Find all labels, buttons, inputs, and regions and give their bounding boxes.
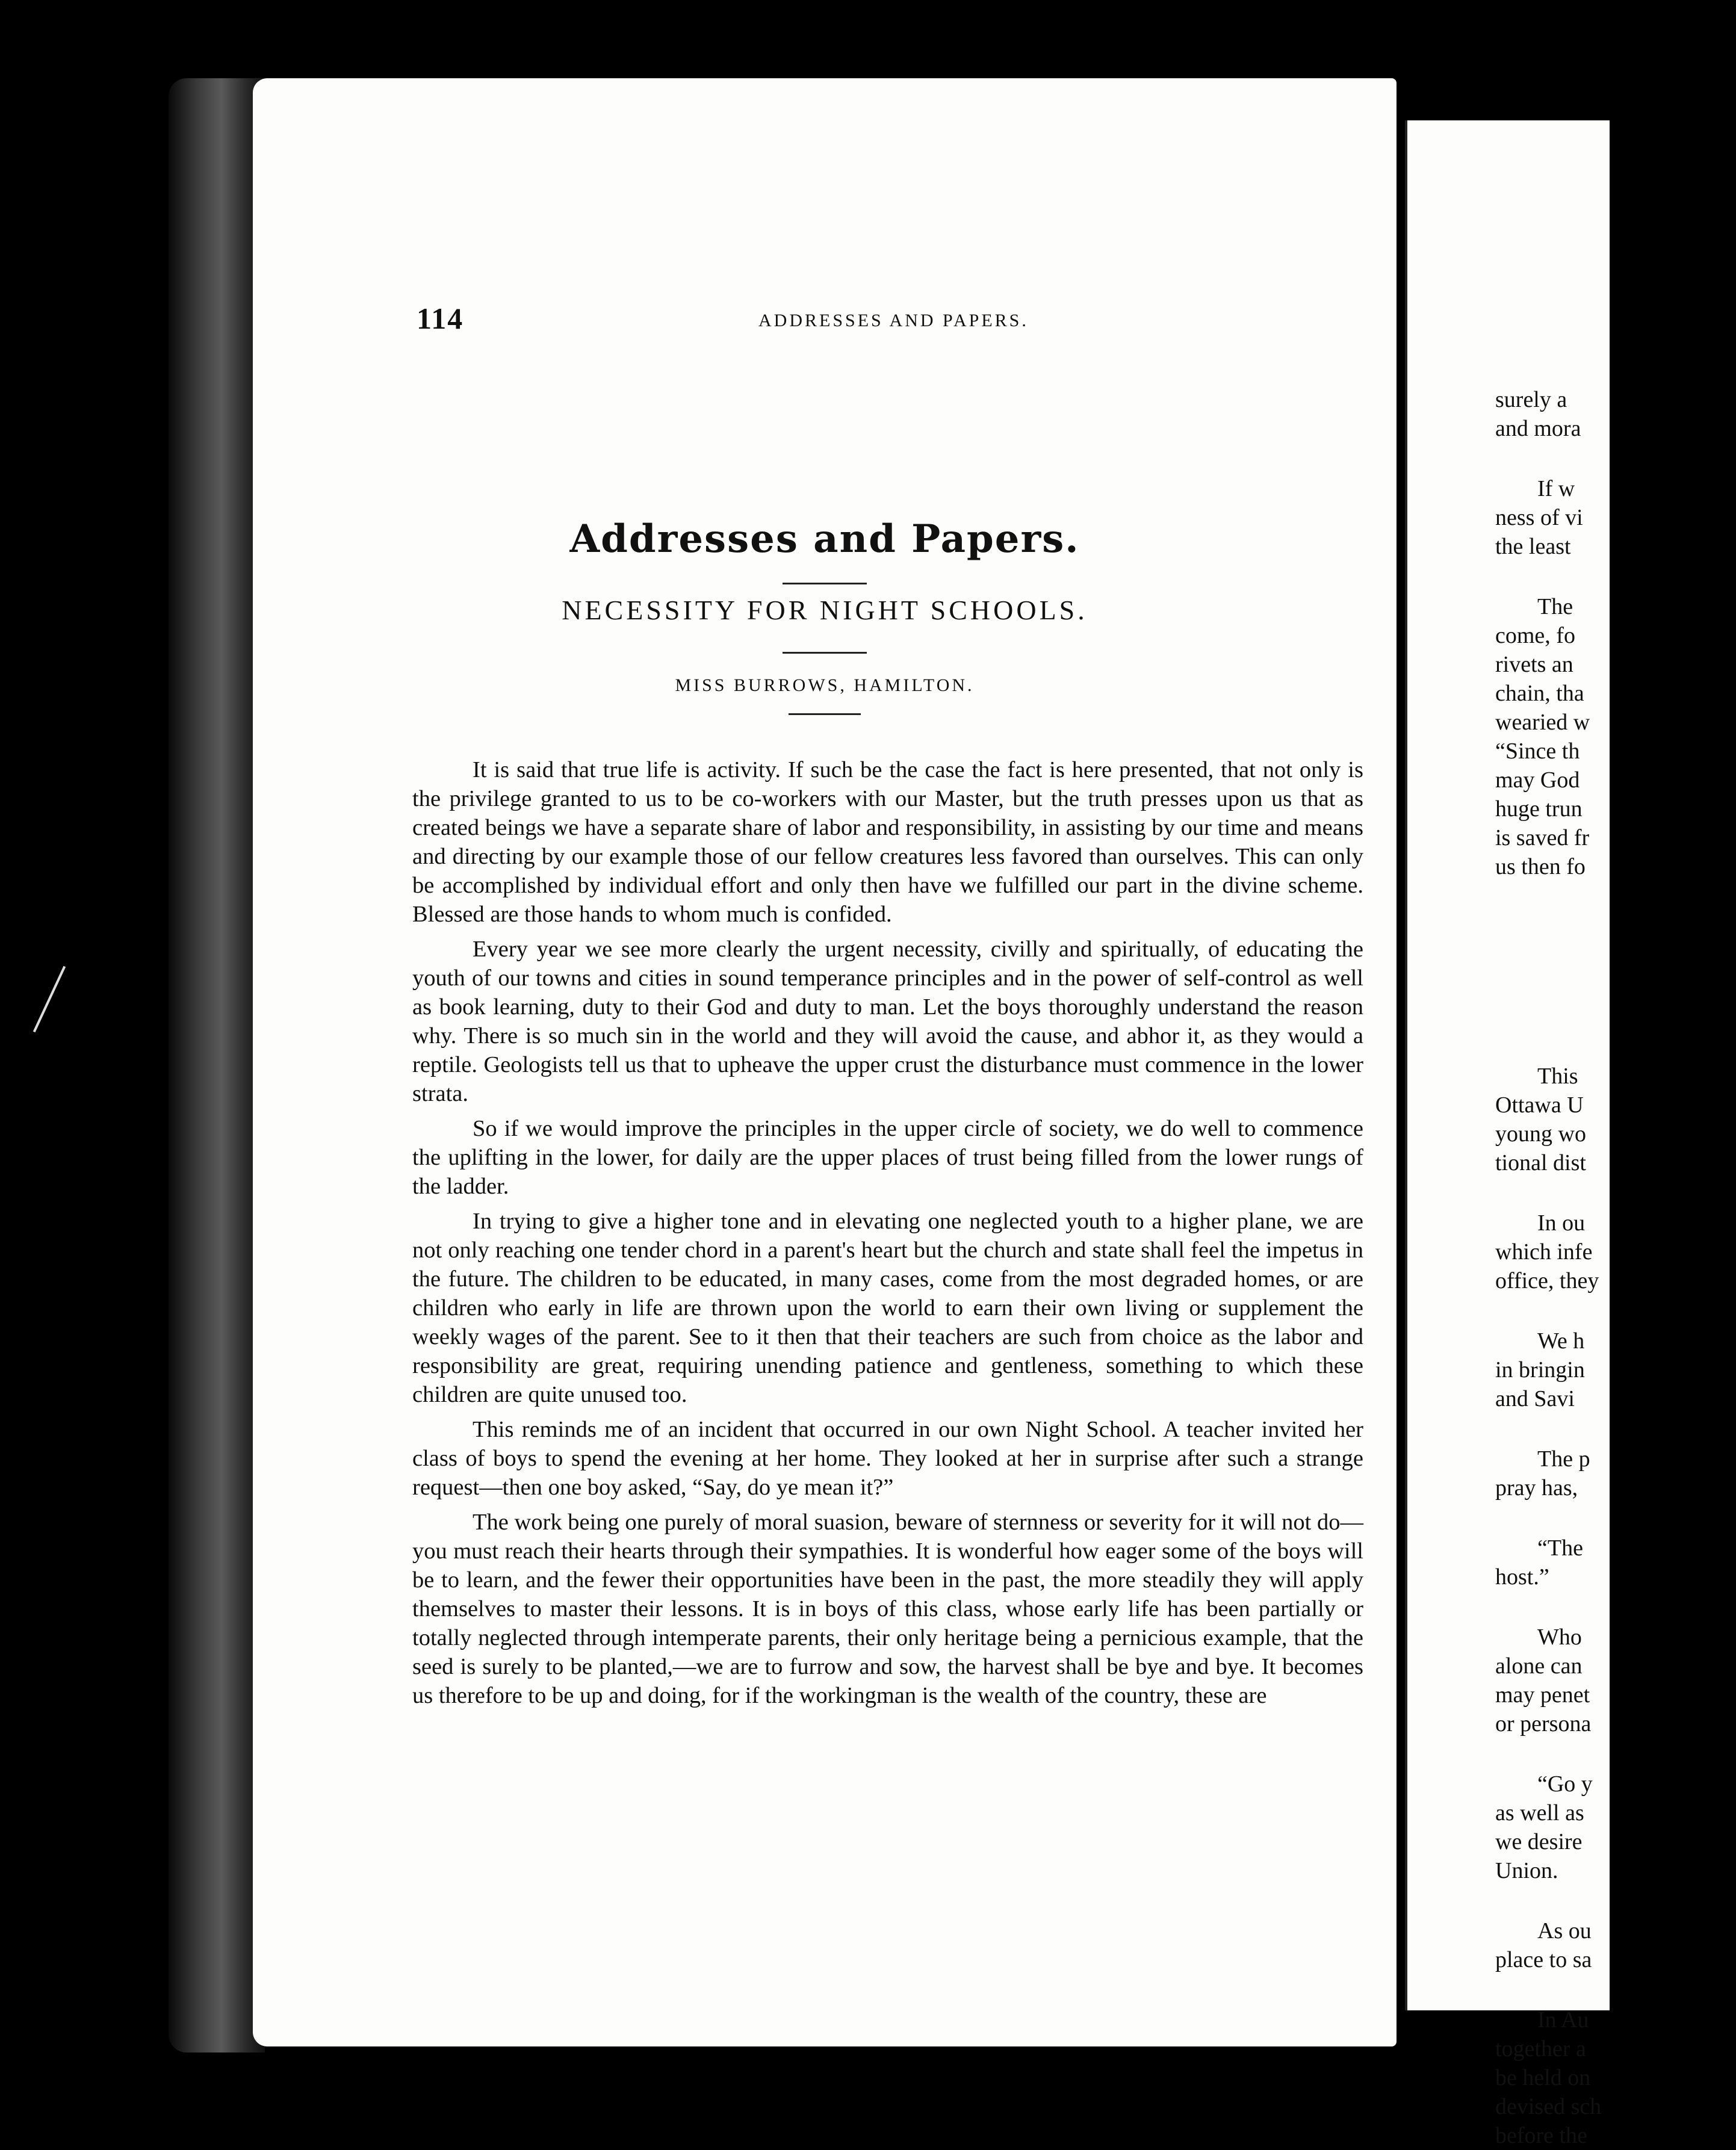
fragment-line: which infe: [1495, 1239, 1593, 1265]
fragment-line: chain, tha: [1495, 681, 1584, 706]
article-rule: [783, 652, 867, 654]
fragment-line: and Savi: [1495, 1386, 1575, 1411]
fragment-line: come, fo: [1495, 623, 1575, 648]
article-title: NECESSITY FOR NIGHT SCHOOLS.: [562, 595, 1088, 625]
fragment-line: young wo: [1495, 1121, 1586, 1147]
fragment-line: The p: [1537, 1446, 1590, 1472]
fragment-line: Who: [1537, 1625, 1582, 1650]
fragment-line: As ou: [1537, 1918, 1592, 1944]
fragment-line: ness of vi: [1495, 505, 1583, 530]
fragment-line: “The: [1537, 1535, 1583, 1561]
fragment-line: the least: [1495, 534, 1571, 559]
title-rule: [783, 583, 867, 584]
fragment-line: devised sch: [1495, 2094, 1602, 2119]
fragment-line: place to sa: [1495, 1947, 1592, 1972]
section-title: Addresses and Papers.: [569, 516, 1080, 562]
fragment-line: or persona: [1495, 1711, 1592, 1736]
fragment-line: wearied w: [1495, 710, 1590, 735]
article-body: [412, 755, 1363, 1716]
paragraph: Every year we see more clearly the urgent necessity, civilly and spiritually, of educating the youth of our towns and cities in sound temperance principles and in the power of self-control as well as book learning, duty to their God and duty to man. Let the boys thoroughly understand the reason why. There is so much sin in the world and they will avoid the cause, and abhor it, as they would a reptile. Geologists tell us that to upheave the upper crust the disturbance must commence in the lower strata.: [412, 937, 1363, 1106]
fragment-line: Union.: [1495, 1858, 1558, 1883]
fragment-line: The: [1537, 594, 1573, 619]
fragment-line: We h: [1537, 1328, 1585, 1354]
fragment-line: surely a: [1495, 387, 1567, 412]
paragraph: So if we would improve the principles in the upper circle of society, we do well to commence the uplifting in the lower, for daily are the upper places of trust being filled from the lower rungs of the ladder.: [412, 1116, 1363, 1199]
page-edge-rule: [1405, 120, 1407, 2010]
margin-mark: [33, 966, 66, 1032]
left-page: [253, 78, 1397, 2046]
fragment-line: may penet: [1495, 1682, 1590, 1708]
author-rule: [789, 713, 861, 715]
fragment-line: and mora: [1495, 416, 1581, 441]
fragment-line: “Go y: [1537, 1771, 1593, 1797]
fragment-line: host.”: [1495, 1564, 1549, 1590]
paragraph: In trying to give a higher tone and in elevating one neglected youth to a higher plane, we are not only reaching one tender chord in a parent's heart but the church and state shall feel the impetus in the future. The children to be educated, in many cases, come from the most degraded homes, or are children who early in life are thrown upon the world to earn their own living or supplement the weekly wages of the parent. See to it then that their teachers are such from choice as the labor and responsibility are great, requiring unending patience and gentleness, something to which these children are quite unused too.: [412, 1209, 1363, 1407]
fragment-line: If w: [1537, 476, 1575, 501]
right-page-text: [1495, 385, 1736, 2150]
fragment-line: In Au: [1537, 2007, 1589, 2033]
fragment-line: as well as: [1495, 1800, 1584, 1826]
fragment-line: This: [1537, 1064, 1578, 1089]
paragraph: The work being one purely of moral suasion, beware of sternness or severity for it will not do—you must reach their hearts through their sympathies. It is wonderful how eager some of the boys will be to learn, and the fewer their opportunities have been in the past, the more steadily they will apply themselves to master their lessons. It is in boys of this class, whose early life has been partially or totally neglected through intemperate parents, their only heritage being a pernicious example, that the seed is surely to be planted,—we are to furrow and sow, the harvest shall be bye and bye. It becomes us therefore to be up and doing, for if the workingman is the wealth of the country, these are: [412, 1510, 1363, 1708]
page-number: 114: [417, 302, 464, 335]
fragment-line: be held on: [1495, 2065, 1591, 2090]
fragment-line: rivets an: [1495, 652, 1573, 677]
fragment-line: pray has,: [1495, 1475, 1578, 1501]
author-line: MISS BURROWS, HAMILTON.: [675, 675, 975, 695]
fragment-line: we desire: [1495, 1829, 1583, 1854]
fragment-line: huge trun: [1495, 796, 1583, 822]
running-head: ADDRESSES AND PAPERS.: [758, 311, 1029, 330]
fragment-line: us then fo: [1495, 854, 1586, 879]
fragment-line: may God: [1495, 767, 1580, 793]
fragment-line: together a: [1495, 2036, 1586, 2062]
fragment-line: In ou: [1537, 1210, 1586, 1236]
fragment-line: “Since th: [1495, 739, 1580, 764]
fragment-line: before the: [1495, 2123, 1587, 2148]
fragment-line: in bringin: [1495, 1357, 1585, 1383]
fragment-line: tional dist: [1495, 1150, 1586, 1176]
paragraph: It is said that true life is activity. If such be the case the fact is here presented, that not only is the privilege granted to us to be co-workers with our Master, but the truth presses upon us that as created beings we have a separate share of labor and responsibility, in assisting by our time and means and directing by our example those of our fellow creatures less favored than ourselves. This can only be accomplished by individual effort and only then have we fulfilled our part in the divine scheme. Blessed are those hands to whom much is confided.: [412, 757, 1363, 927]
book-binding: [169, 78, 265, 2052]
paragraph: This reminds me of an incident that occurred in our own Night School. A teacher invited her class of boys to spend the evening at her home. They looked at her in surprise after such a strange request—then one boy asked, “Say, do ye mean it?”: [412, 1417, 1363, 1500]
fragment-line: office, they: [1495, 1268, 1599, 1293]
fragment-line: is saved fr: [1495, 825, 1590, 850]
right-page-fragment: [1405, 120, 1610, 2148]
fragment-line: Ottawa U: [1495, 1092, 1584, 1118]
fragment-line: alone can: [1495, 1653, 1583, 1679]
